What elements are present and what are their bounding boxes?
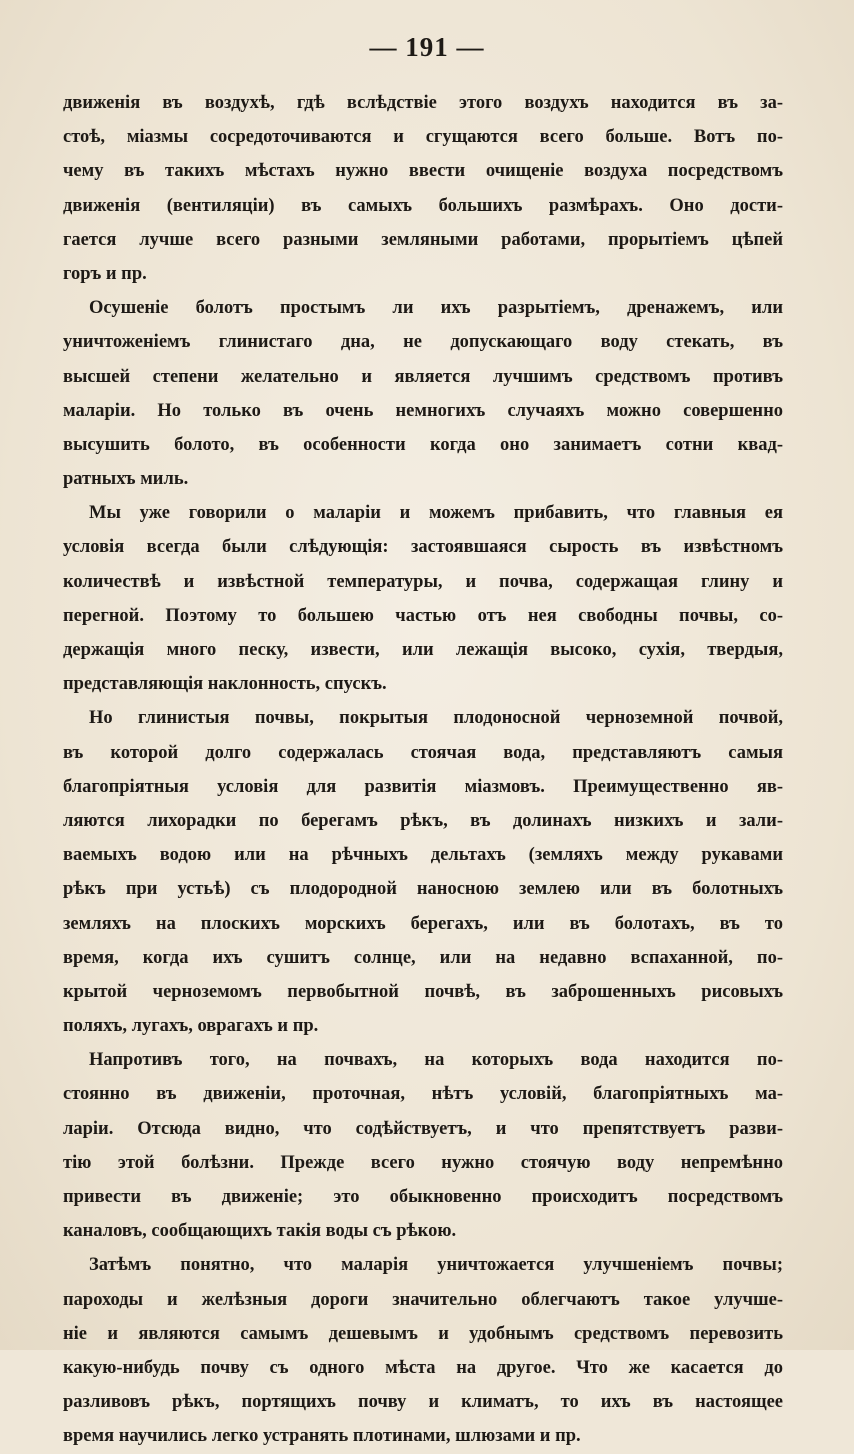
text-line: стоянно въ движеніи, проточная, нѣтъ условій, благопріятныхъ ма- <box>63 1084 783 1105</box>
text-line: Напротивъ того, на почвахъ, на которыхъ вода находится по- <box>89 1050 783 1071</box>
page-number: — 191 — <box>369 32 485 62</box>
text-line: ратныхъ миль. <box>63 469 189 490</box>
body-text <box>63 86 783 1454</box>
text-line: Но глинистыя почвы, покрытыя плодоносной черноземной почвой, <box>89 708 783 729</box>
text-line: тію этой болѣзни. Прежде всего нужно стоячую воду непремѣнно <box>63 1152 783 1173</box>
text-line: пароходы и желѣзныя дороги значительно облегчаютъ такое улучше- <box>63 1289 783 1310</box>
text-line: уничтоженіемъ глинистаго дна, не допускающаго воду стекать, въ <box>63 332 783 353</box>
paragraph <box>63 1043 783 1248</box>
text-line: чему въ такихъ мѣстахъ нужно ввести очищеніе воздуха посредствомъ <box>63 161 783 182</box>
text-line: время научились легко устранять плотинами, шлюзами и пр. <box>63 1426 581 1447</box>
text-line: крытой черноземомъ первобытной почвѣ, въ заброшенныхъ рисовыхъ <box>63 981 783 1002</box>
text-line: рѣкъ при устьѣ) съ плодородной наносною землею или въ болотныхъ <box>63 879 783 900</box>
text-line: привести въ движеніе; это обыкновенно происходитъ посредствомъ <box>63 1187 783 1207</box>
text-line: маларіи. Но только въ очень немногихъ случаяхъ можно совершенно <box>63 400 783 421</box>
text-line: перегной. Поэтому то большею частью отъ нея свободны почвы, со- <box>63 605 783 626</box>
text-line: гается лучше всего разными земляными работами, прорытіемъ цѣпей <box>63 229 783 250</box>
text-line: Затѣмъ понятно, что маларія уничтожается улучшеніемъ почвы; <box>89 1255 783 1276</box>
text-line: высушить болото, въ особенности когда оно занимаетъ сотни квад- <box>63 434 783 455</box>
text-line: высшей степени желательно и является лучшимъ средствомъ противъ <box>63 366 783 387</box>
paragraph <box>63 496 783 701</box>
text-line: благопріятныя условія для развитія міазмовъ. Преимущественно яв- <box>63 776 783 797</box>
text-line: разливовъ рѣкъ, портящихъ почву и климатъ, то ихъ въ настоящее <box>63 1392 783 1413</box>
text-line: земляхъ на плоскихъ морскихъ берегахъ, или въ болотахъ, въ то <box>63 913 783 934</box>
text-line: горъ и пр. <box>63 263 147 284</box>
text-line: какую-нибудь почву съ одного мѣста на другое. Что же касается до <box>63 1357 783 1378</box>
text-line: поляхъ, лугахъ, оврагахъ и пр. <box>63 1016 319 1037</box>
paragraph <box>63 1248 783 1453</box>
text-line: движенія въ воздухѣ, гдѣ вслѣдствіе этого воздухъ находится въ за- <box>63 93 783 113</box>
text-line: въ которой долго содержалась стоячая вода, представляютъ самыя <box>63 742 783 763</box>
text-line: держащія много песку, извести, или лежащія высоко, сухія, твердыя, <box>63 640 783 660</box>
text-line: количествѣ и извѣстной температуры, и почва, содержащая глину и <box>63 571 783 592</box>
text-line: ларіи. Отсюда видно, что содѣйствуетъ, и что препятствуетъ разви- <box>63 1118 783 1139</box>
paragraph <box>63 86 783 291</box>
paragraph <box>63 291 783 496</box>
text-line: движенія (вентиляціи) въ самыхъ большихъ размѣрахъ. Оно дости- <box>63 195 783 216</box>
text-line: условія всегда были слѣдующія: застоявшаяся сырость въ извѣстномъ <box>63 537 783 558</box>
text-line: ляются лихорадки по берегамъ рѣкъ, въ долинахъ низкихъ и зали- <box>63 810 783 831</box>
text-line: Мы уже говорили о маларіи и можемъ прибавить, что главныя ея <box>89 503 783 524</box>
text-line: ваемыхъ водою или на рѣчныхъ дельтахъ (земляхъ между рукавами <box>63 845 783 866</box>
text-line: каналовъ, сообщающихъ такія воды съ рѣкою. <box>63 1221 457 1242</box>
paragraph <box>63 701 783 1043</box>
text-line: представляющія наклонность, спускъ. <box>63 674 387 695</box>
text-line: Осушеніе болотъ простымъ ли ихъ разрытіемъ, дренажемъ, или <box>89 298 783 319</box>
text-line: время, когда ихъ сушитъ солнце, или на недавно вспаханной, по- <box>63 947 783 968</box>
text-line: ніе и являются самымъ дешевымъ и удобнымъ средствомъ перевозить <box>63 1323 783 1344</box>
text-line: стоѣ, міазмы сосредоточиваются и сгущаются всего больше. Вотъ по- <box>63 127 783 148</box>
